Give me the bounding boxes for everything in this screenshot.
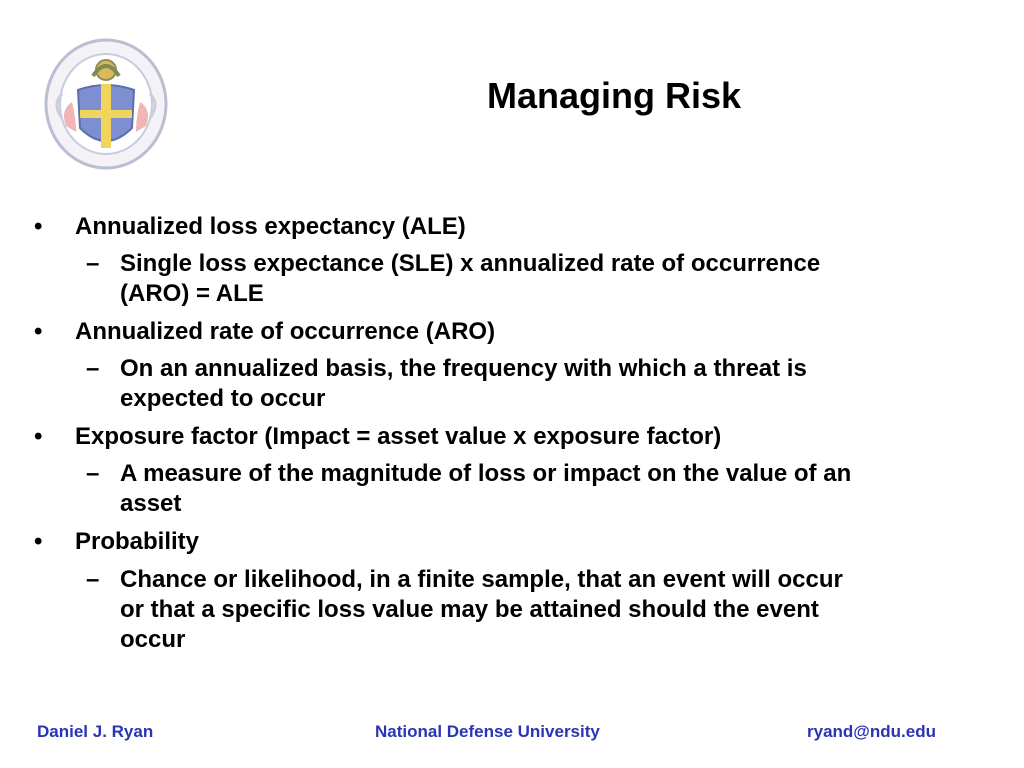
bullet-marker: • bbox=[34, 528, 43, 555]
sub-bullet-marker: – bbox=[86, 355, 100, 382]
sub-bullet-line: (ARO) = ALE bbox=[120, 280, 264, 307]
sub-bullet-line: expected to occur bbox=[120, 385, 326, 412]
sub-bullet-line: Chance or likelihood, in a finite sample, that an event will occur bbox=[120, 566, 843, 593]
sub-bullet-text bbox=[120, 249, 1000, 309]
bullet-text: Annualized loss expectancy (ALE) bbox=[75, 213, 466, 240]
sub-bullet-marker: – bbox=[86, 566, 100, 593]
university-seal-icon bbox=[42, 36, 170, 172]
sub-bullet-line: or that a specific loss value may be attained should the event bbox=[120, 596, 819, 623]
bullet-text: Annualized rate of occurrence (ARO) bbox=[75, 318, 496, 345]
bullet-marker: • bbox=[34, 213, 43, 240]
sub-bullet-text bbox=[120, 459, 1000, 519]
sub-bullet-marker: – bbox=[86, 250, 100, 277]
sub-bullet-text bbox=[120, 354, 1000, 414]
footer-author: Daniel J. Ryan bbox=[37, 722, 154, 741]
sub-bullet-line: asset bbox=[120, 490, 182, 517]
sub-bullet-line: A measure of the magnitude of loss or impact on the value of an bbox=[120, 460, 852, 487]
sub-bullet-line: occur bbox=[120, 626, 186, 653]
slide-title: Managing Risk bbox=[486, 75, 742, 116]
footer-email: ryand@ndu.edu bbox=[807, 722, 936, 741]
sub-bullet-text bbox=[120, 565, 1000, 655]
footer-institution: National Defense University bbox=[375, 722, 600, 741]
bullet-text: Exposure factor (Impact = asset value x exposure factor) bbox=[75, 423, 722, 450]
bullet-marker: • bbox=[34, 423, 43, 450]
bullet-marker: • bbox=[34, 318, 43, 345]
sub-bullet-line: Single loss expectance (SLE) x annualized rate of occurrence bbox=[120, 250, 821, 277]
sub-bullet-line: On an annualized basis, the frequency with which a threat is bbox=[120, 355, 807, 382]
sub-bullet-marker: – bbox=[86, 460, 100, 487]
bullet-text: Probability bbox=[75, 528, 200, 555]
